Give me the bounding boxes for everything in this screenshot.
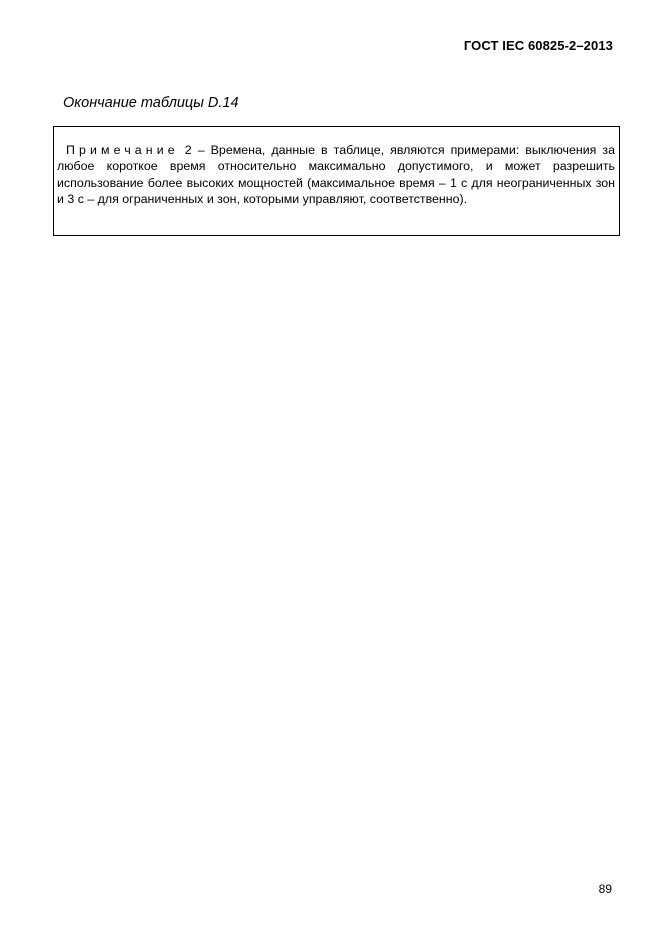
note-paragraph	[57, 142, 615, 207]
note-number: 2 –	[178, 143, 211, 157]
note-text: Времена, данные в таблице, являются примерами: выключения за любое короткое время относительно максимально допустимого, и может разрешить использование более высоких мощностей (максимальное время – 1 с для неограниченных зон и 3 с – для ограниченных и зон, которыми управляют, соответственно).	[57, 143, 615, 206]
page-number: 89	[598, 882, 612, 896]
table-caption: Окончание таблицы D.14	[63, 95, 239, 111]
note-box	[53, 126, 620, 236]
document-standard-code: ГОСТ IEC 60825-2–2013	[463, 38, 613, 53]
note-label: Примечание	[66, 143, 179, 157]
